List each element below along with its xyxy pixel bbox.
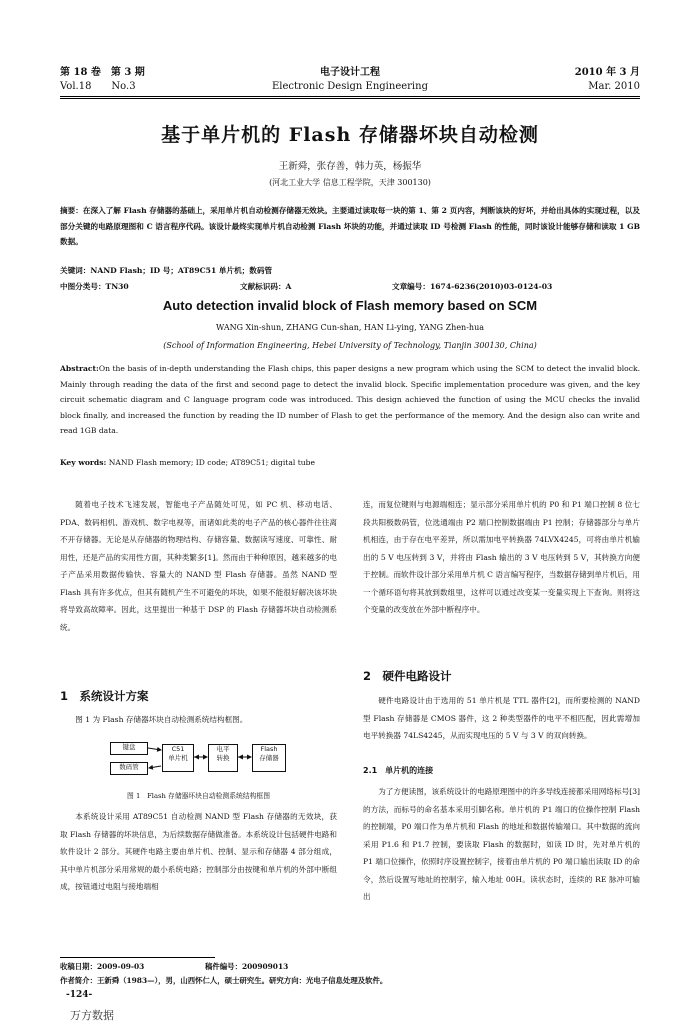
header-rule xyxy=(60,96,640,97)
mcu-label-2: 单片机 xyxy=(168,754,188,762)
watermark-text: 万方数据 xyxy=(70,1009,114,1022)
author-bio: 作者简介：王新舜（1983—），男，山西怀仁人，硕士研究生。研究方向：光电子信息处理及软件。 xyxy=(60,976,388,985)
section-1-body xyxy=(60,808,337,896)
mcu-connection-paragraph: 为了方便读图，该系统设计的电路原理图中的许多导线连接都采用网络标号[3]的方法，而标号的命名基本采用引脚名称。单片机的 P1 端口的位操作控制 Flash 的控制端，P0 端口作为单片机和 Flash 的地址和数据传输端口。其中数据的流向采用 P1.6 和 P1.7 控制，要读取 Flash 的数据时，如读 ID 时，先对单片机的 P1 端口位操作，依照时序设置控制字，接着由单片机的 P0 端口输出读取 ID 的命令，然后设置写地址的控制字，输入地址 00H。读状态时，连续的 RE 脉冲可输出 xyxy=(363,787,640,901)
mcu-label-1: C51 xyxy=(171,745,185,753)
level-label-2: 转换 xyxy=(216,754,230,762)
issue-date-cn: 2010 年 3 月 xyxy=(574,67,640,78)
intro-paragraph: 随着电子技术飞速发展，智能电子产品随处可见，如 PC 机、移动电话、PDA、数码相机、游戏机、数字电视等，而诸如此类的电子产品的核心器件往往离不开存储器。无论是从存储器的物理结构、存储容量、数据读写速度、可靠性、耐用性，还是产品的实用性方面，其种类繁多[1]。然而由于种种原因，越来越多的电子产品采用数据传输快、容量大的 NAND 型 Flash 存储器。虽然 NAND 型 Flash 具有许多优点，但其有随机产生不可避免的坏块，如果不能很好解决该坏块将导致高故障率。因此，这里提出一种基于 DSP 的 Flash 存储器坏块自动检测系统。 xyxy=(60,500,337,632)
abstract-en-text: On the basis of in-depth understanding the Flash chips, this paper designs a new program which using the SCM to detect the invalid block. Mainly through reading the data of the first and second page to detect the invalid block. Specific implementation procedure was given, and the key circuit schematic diagram and C language program code was introduced. This design achieved the function of using the MCU checks the invalid block finally, and increased the function by reading the ID number of Flash to get the performance of the memory. And the design also can write and read 1GB data. xyxy=(60,364,640,435)
issue-date-en: Mar. 2010 xyxy=(588,81,640,92)
flash-label-1: Flash xyxy=(260,745,278,753)
volume-issue-en: Vol.18 No.3 xyxy=(60,81,136,92)
footnote-rule xyxy=(60,957,215,958)
affiliation-cn: (河北工业大学 信息工程学院，天津 300130) xyxy=(269,178,431,187)
hardware-paragraph: 硬件电路设计由于选用的 51 单片机是 TTL 器件[2]，而所要检测的 NAND 型 Flash 存储器是 CMOS 器件，这 2 种类型器件的电平不相匹配，因此需增加电平转换器 74LS4245，从而实现电压的 5 V 与 3 V 的双向转换。 xyxy=(363,696,640,740)
abstract-en xyxy=(60,361,640,439)
document-code: 文献标识码：A xyxy=(240,282,292,291)
level-label-1: 电平 xyxy=(216,745,230,753)
figure-1-caption: 图 1 Flash 存储器坏块自动检测系统结构框图 xyxy=(127,792,270,800)
page-number: -124- xyxy=(66,990,93,1000)
right-column xyxy=(363,496,640,619)
clc-number: 中图分类号：TN30 xyxy=(60,282,129,291)
continued-paragraph: 连，而复位键则与电源端相连；显示部分采用单片机的 P0 和 P1 端口控制 8 位七段共阳极数码管，位选通端由 P2 端口控制数据端由 P1 控制；存储器部分与单片机相连，由于存在电平差异，所以需加电平转换器 74LVX4245，可将由单片机输出的 5 V 电压转到 3 V，并将由 Flash 输出的 3 V 电压转到 5 V，其转换方向便于控制。而软件设计部分采用单片机 C 语言编写程序，当数据存储到单片机后，用一个循环语句将其放到数组里，这样可以通过改变某一变量实现上下查询。则将这个变量的改变放在外部中断程序中。 xyxy=(363,500,640,614)
paper-title-en: Auto detection invalid block of Flash memory based on SCM xyxy=(162,298,538,313)
paper-title-cn: 基于单片机的 Flash 存储器坏块自动检测 xyxy=(161,124,539,146)
keywords-en xyxy=(60,455,640,471)
keywords-en-text: NAND Flash memory; ID code; AT89C51; digital tube xyxy=(108,458,315,467)
figure-arrows xyxy=(110,740,300,782)
figure-reference: 图 1 为 Flash 存储器坏块自动检测系统结构框图。 xyxy=(75,715,248,724)
arrow-keyboard-mcu xyxy=(148,748,161,750)
section-1-intro xyxy=(60,711,337,729)
volume-issue-cn: 第 18 卷 第 3 期 xyxy=(60,67,145,78)
keywords-cn: 关键词：NAND Flash；ID 号；AT89C51 单片机；数码管 xyxy=(60,266,273,275)
section-1-heading: 1 系统设计方案 xyxy=(60,689,149,703)
left-column xyxy=(60,496,337,636)
figure-1-diagram xyxy=(110,740,300,782)
section-2-1-heading: 2.1 单片机的连接 xyxy=(363,766,434,775)
abstract-cn: 摘要：在深入了解 Flash 存储器的基础上，采用单片机自动检测存储器无效块。主要通过读取每一块的第 1、第 2 页内容，判断该块的好坏，并给出具体的实现过程，以及部分关键的电路原理图和 C 语言程序代码。该设计最终实现单片机自动检测 Flash 坏块的功能，并通过读取 ID 号检测 Flash 的性能，同时该设计能够存储和读取 1 GB 数据。 xyxy=(60,206,640,246)
authors-cn: 王新舜，张存善，韩力英，杨振华 xyxy=(278,161,422,172)
keywords-en-label: Key words: xyxy=(60,458,107,467)
abstract-en-label: Abstract: xyxy=(60,364,99,373)
journal-name-en: Electronic Design Engineering xyxy=(272,81,428,92)
section-2-heading: 2 硬件电路设计 xyxy=(363,669,452,683)
journal-name-cn: 电子设计工程 xyxy=(320,67,380,78)
affiliation-en: (School of Information Engineering, Hebei University of Technology, Tianjin 300130, China) xyxy=(163,341,537,350)
system-design-paragraph: 本系统设计采用 AT89C51 自动检测 NAND 型 Flash 存储器的无效块，获取 Flash 存储器的坏块信息，为后续数据存储做准备。本系统设计包括硬件电路和软件设计 2 部分。其硬件电路主要由单片机、控制、显示和存储器 4 部分组成，其中单片机部分采用常规的最小系统电路；控制部分由按键和单片机的外部中断组成，按钮通过电阻与接地端相 xyxy=(60,812,337,891)
section-2-1-body xyxy=(363,783,640,906)
authors-en: WANG Xin-shun, ZHANG Cun-shan, HAN Li-ying, YANG Zhen-hua xyxy=(216,323,484,332)
received-date: 收稿日期：2009-09-03 xyxy=(60,962,145,971)
arrow-mcu-display xyxy=(149,766,161,768)
manuscript-number: 稿件编号：200909013 xyxy=(205,962,289,971)
header-rule-thin xyxy=(60,98,640,99)
flash-label-2: 存储器 xyxy=(259,754,279,762)
keyboard-box: 键盘 xyxy=(110,742,148,755)
section-2-body xyxy=(363,692,640,745)
display-box: 数码管 xyxy=(110,762,148,775)
article-number: 文章编号：1674-6236(2010)03-0124-03 xyxy=(392,282,553,291)
